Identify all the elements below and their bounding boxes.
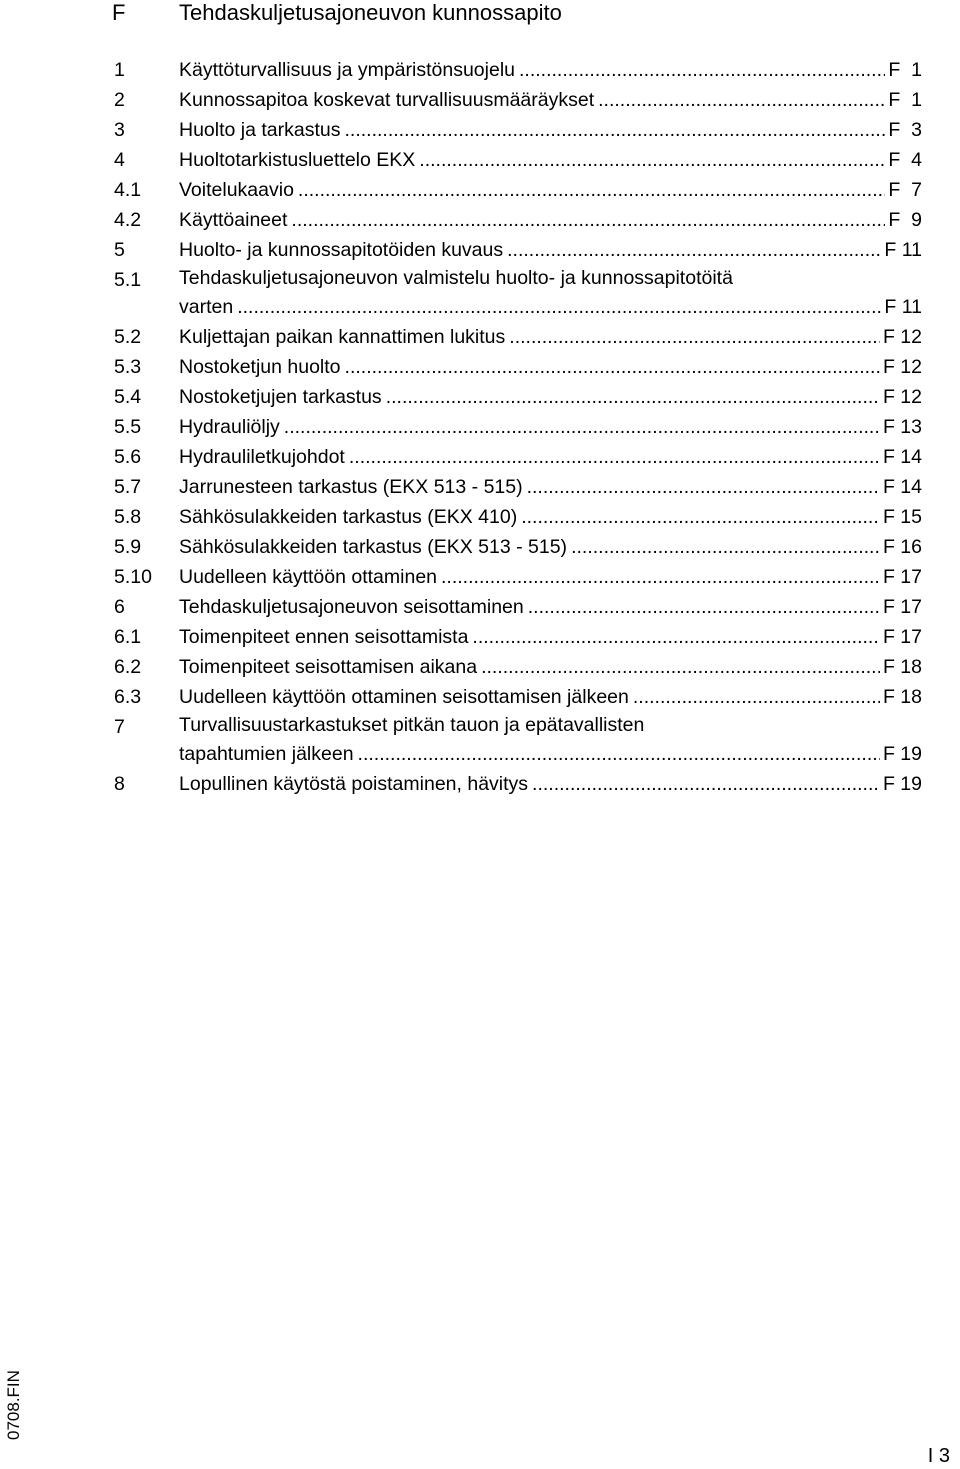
toc-entry-page: F 4	[888, 149, 922, 171]
toc-entry-page: F 15	[882, 506, 922, 528]
toc-entry-number: 8	[114, 773, 125, 795]
toc-entry-page: F 3	[888, 119, 922, 141]
toc-entry-title: Huoltotarkistusluettelo EKX	[179, 149, 416, 171]
dot-leader	[349, 442, 880, 472]
page-number: I 3	[927, 1445, 950, 1467]
toc-entry-page: F 12	[882, 326, 922, 348]
toc-entry[interactable]	[114, 55, 922, 85]
toc-entry-page: F 17	[882, 566, 922, 588]
toc-entry-page: F 17	[882, 596, 922, 618]
toc-entry[interactable]	[114, 352, 922, 382]
toc-entry-number: 6.2	[114, 656, 142, 678]
toc-entry-number: 5.8	[114, 506, 142, 528]
toc-entry[interactable]	[114, 205, 922, 235]
toc-entry-page: F 1	[888, 59, 922, 81]
toc-entry-title: Käyttöaineet	[179, 209, 288, 231]
toc-entry-number: 5.1	[114, 269, 142, 291]
toc-entry[interactable]	[114, 265, 922, 322]
dot-leader	[298, 175, 885, 205]
toc-entry-number: 4.1	[114, 179, 142, 201]
toc-entry[interactable]	[114, 622, 922, 652]
toc-entry-number: 2	[114, 89, 125, 111]
toc-entry-number: 5.4	[114, 386, 142, 408]
toc-entry-number: 5.10	[114, 566, 152, 588]
toc-entry-title: Sähkösulakkeiden tarkastus (EKX 410)	[179, 506, 518, 528]
toc-entry-page: F 11	[884, 296, 922, 318]
toc-entry[interactable]	[114, 175, 922, 205]
toc-entry-page: F 19	[882, 743, 922, 765]
toc-entry-page: F 14	[882, 476, 922, 498]
document-code: 0708.FIN	[4, 1370, 23, 1440]
toc-entry-number: 5.9	[114, 536, 142, 558]
toc-entry-title: Huolto- ja kunnossapitotöiden kuvaus	[179, 239, 504, 261]
toc-entry-number: 7	[114, 716, 125, 738]
toc-entry-page: F 18	[882, 656, 922, 678]
dot-leader	[386, 382, 880, 412]
toc-entry-title: Käyttöturvallisuus ja ympäristönsuojelu	[179, 59, 515, 81]
toc-entry-page: F 16	[882, 536, 922, 558]
dot-leader	[532, 769, 880, 799]
toc-entry[interactable]	[114, 412, 922, 442]
toc-entry-title: Toimenpiteet seisottamisen aikana	[179, 656, 478, 678]
toc-entry-number: 5.5	[114, 416, 142, 438]
toc-entry-page: F 9	[888, 209, 922, 231]
toc-entry-title: Hydrauliöljy	[179, 416, 280, 438]
dot-leader	[345, 115, 886, 145]
toc-entry-page: F 12	[882, 386, 922, 408]
dot-leader	[521, 502, 880, 532]
toc-entry-number: 5.3	[114, 356, 142, 378]
toc-entry[interactable]	[114, 382, 922, 412]
toc-entry-title: varten	[179, 296, 234, 318]
dot-leader	[284, 412, 880, 442]
dot-leader	[633, 682, 880, 712]
toc-entry-title: Toimenpiteet ennen seisottamista	[179, 626, 469, 648]
toc-entry[interactable]	[114, 322, 922, 352]
toc-entry-page: F 1	[888, 89, 922, 111]
toc-entry-page: F 19	[882, 773, 922, 795]
toc-entry-page: F 11	[884, 239, 922, 261]
dot-leader	[358, 739, 880, 769]
toc-entry[interactable]	[114, 592, 922, 622]
toc-entry-page: F 13	[882, 416, 922, 438]
dot-leader	[598, 85, 885, 115]
toc-entry-number: 5.7	[114, 476, 142, 498]
toc-entry-page: F 12	[882, 356, 922, 378]
toc-entry-title: Tehdaskuljetusajoneuvon valmistelu huolto- ja kunnossapitotöitä	[179, 267, 733, 289]
toc-entry-page: F 18	[882, 686, 922, 708]
toc-entry[interactable]	[114, 652, 922, 682]
table-of-contents	[114, 55, 922, 799]
toc-entry[interactable]	[114, 115, 922, 145]
dot-leader	[441, 562, 880, 592]
toc-entry-page: F 14	[882, 446, 922, 468]
toc-entry[interactable]	[114, 682, 922, 712]
toc-entry[interactable]	[114, 442, 922, 472]
section-title: Tehdaskuljetusajoneuvon kunnossapito	[179, 0, 562, 25]
toc-entry-title: Lopullinen käytöstä poistaminen, hävitys	[179, 773, 529, 795]
toc-entry-title: Huolto ja tarkastus	[179, 119, 341, 141]
toc-entry[interactable]	[114, 769, 922, 799]
dot-leader	[419, 145, 885, 175]
dot-leader	[528, 592, 880, 622]
toc-entry-title: Uudelleen käyttöön ottaminen seisottamisen jälkeen	[179, 686, 629, 708]
toc-entry-title: Kuljettajan paikan kannattimen lukitus	[179, 326, 506, 348]
toc-entry-title: tapahtumien jälkeen	[179, 743, 354, 765]
dot-leader	[345, 352, 880, 382]
dot-leader	[481, 652, 880, 682]
toc-entry-number: 1	[114, 59, 125, 81]
toc-entry-number: 6	[114, 596, 125, 618]
toc-entry-title: Tehdaskuljetusajoneuvon seisottaminen	[179, 596, 524, 618]
toc-entry[interactable]	[114, 532, 922, 562]
toc-entry[interactable]	[114, 562, 922, 592]
dot-leader	[507, 235, 881, 265]
toc-entry-number: 3	[114, 119, 125, 141]
toc-entry-title: Turvallisuustarkastukset pitkän tauon ja epätavallisten	[179, 714, 645, 736]
dot-leader	[519, 55, 885, 85]
dot-leader	[571, 532, 880, 562]
toc-entry[interactable]	[114, 472, 922, 502]
toc-entry[interactable]	[114, 85, 922, 115]
toc-entry[interactable]	[114, 712, 922, 769]
toc-entry-title: Nostoketjun huolto	[179, 356, 341, 378]
toc-entry-number: 6.1	[114, 626, 142, 648]
toc-entry-page: F 7	[888, 179, 922, 201]
toc-entry-title: Hydrauliletkujohdot	[179, 446, 345, 468]
toc-entry-number: 4	[114, 149, 125, 171]
toc-entry-title: Nostoketjujen tarkastus	[179, 386, 382, 408]
toc-entry-number: 5	[114, 239, 125, 261]
section-heading	[112, 0, 562, 26]
toc-entry[interactable]	[114, 145, 922, 175]
toc-entry-title: Kunnossapitoa koskevat turvallisuusmääräykset	[179, 89, 595, 111]
toc-entry-title: Voitelukaavio	[179, 179, 294, 201]
toc-entry[interactable]	[114, 235, 922, 265]
toc-entry-title: Uudelleen käyttöön ottaminen	[179, 566, 438, 588]
toc-entry-number: 5.2	[114, 326, 142, 348]
section-letter: F	[112, 0, 126, 25]
toc-entry-title: Sähkösulakkeiden tarkastus (EKX 513 - 515)	[179, 536, 568, 558]
toc-entry-title: Jarrunesteen tarkastus (EKX 513 - 515)	[179, 476, 523, 498]
toc-entry-number: 4.2	[114, 209, 142, 231]
dot-leader	[527, 472, 880, 502]
dot-leader	[237, 292, 881, 322]
toc-entry-number: 5.6	[114, 446, 142, 468]
toc-entry[interactable]	[114, 502, 922, 532]
toc-entry-number: 6.3	[114, 686, 142, 708]
dot-leader	[509, 322, 880, 352]
dot-leader	[291, 205, 885, 235]
toc-entry-page: F 17	[882, 626, 922, 648]
dot-leader	[472, 622, 880, 652]
